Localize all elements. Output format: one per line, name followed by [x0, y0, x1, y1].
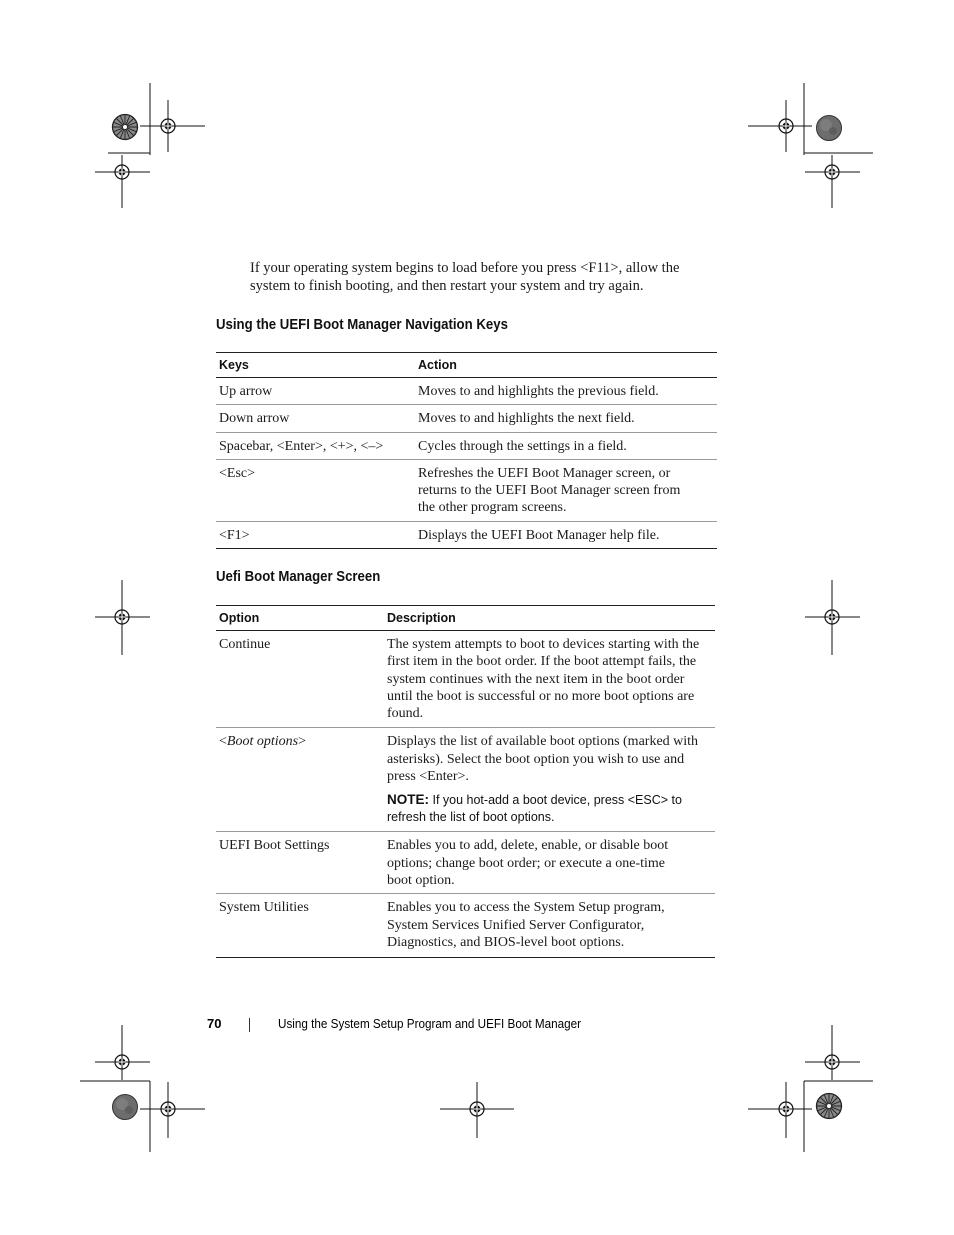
- note-label: NOTE:: [387, 792, 429, 808]
- table-row: [216, 459, 717, 521]
- option-italic-text: Boot options: [226, 734, 299, 750]
- navigation-keys-table: [216, 352, 717, 549]
- page-number: 70: [207, 1016, 222, 1031]
- table-row: [216, 832, 715, 894]
- action-cell: Moves to and highlights the previous field.: [415, 378, 717, 405]
- description-cell: [384, 728, 715, 832]
- intro-paragraph: If your operating system begins to load before you press <F11>, allow the system to finish booting, and then restart your system and try again.: [250, 260, 680, 294]
- key-cell: Spacebar, <Enter>, <+>, <–>: [216, 432, 415, 459]
- note-text: If you hot-add a boot device, press <ESC> to refresh the list of boot options.: [387, 793, 682, 825]
- section-heading-boot-manager-screen: Uefi Boot Manager Screen: [216, 568, 381, 585]
- running-footer-title: Using the System Setup Program and UEFI Boot Manager: [278, 1016, 582, 1031]
- key-cell: <Esc>: [216, 459, 415, 521]
- column-header-option: Option: [216, 606, 384, 631]
- table-header-row: [216, 606, 715, 631]
- description-cell: Enables you to access the System Setup program, System Services Unified Server Configurator, Diagnostics, and BIOS-level boot options.: [384, 894, 715, 958]
- table-row: [216, 521, 717, 548]
- table-row: [216, 728, 715, 832]
- table-row: [216, 894, 715, 958]
- description-text: Displays the list of available boot options (marked with asterisks). Select the boot option you wish to use and press <Enter>.: [387, 734, 699, 785]
- note-block: [387, 791, 712, 826]
- action-cell: Cycles through the settings in a field.: [415, 432, 717, 459]
- option-cell: UEFI Boot Settings: [216, 832, 384, 894]
- action-cell: Displays the UEFI Boot Manager help file.: [415, 521, 717, 548]
- column-header-description: Description: [384, 606, 715, 631]
- description-cell: The system attempts to boot to devices starting with the first item in the boot order. If the boot attempt fails, the system continues with the next item in the boot order until the boot is successful or no more boot options are found.: [384, 631, 715, 728]
- option-cell: [216, 728, 384, 832]
- key-cell: Down arrow: [216, 405, 415, 432]
- table-row: [216, 378, 717, 405]
- action-cell: Refreshes the UEFI Boot Manager screen, or returns to the UEFI Boot Manager screen from the other program screens.: [415, 459, 717, 521]
- table-row: [216, 405, 717, 432]
- key-cell: Up arrow: [216, 378, 415, 405]
- option-cell: System Utilities: [216, 894, 384, 958]
- table-row: [216, 631, 715, 728]
- section-heading-navigation-keys: Using the UEFI Boot Manager Navigation Keys: [216, 316, 508, 333]
- option-bracket-close: >: [298, 734, 306, 750]
- table-row: [216, 432, 717, 459]
- description-cell: Enables you to add, delete, enable, or disable boot options; change boot order; or execute a one-time boot option.: [384, 832, 715, 894]
- table-header-row: [216, 353, 717, 378]
- boot-manager-screen-table: [216, 605, 715, 958]
- key-cell: <F1>: [216, 521, 415, 548]
- footer-divider: [249, 1018, 250, 1032]
- option-cell: Continue: [216, 631, 384, 728]
- option-bracket-open: <: [219, 734, 227, 750]
- column-header-keys: Keys: [216, 353, 415, 378]
- action-cell: Moves to and highlights the next field.: [415, 405, 717, 432]
- column-header-action: Action: [415, 353, 717, 378]
